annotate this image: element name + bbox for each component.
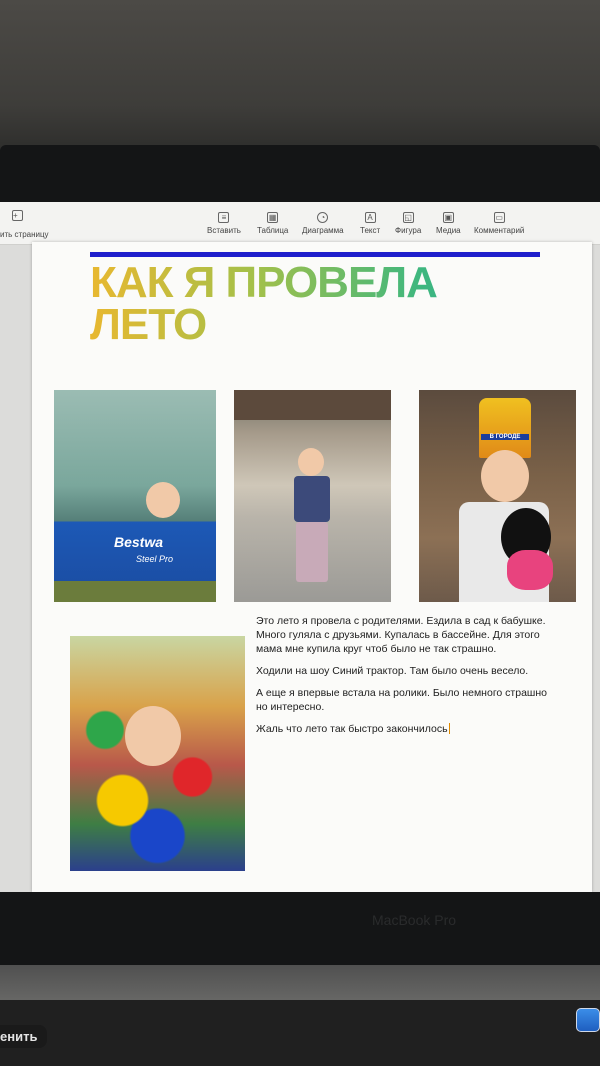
roof bbox=[234, 390, 391, 420]
child-shirt bbox=[294, 476, 330, 522]
child-legs bbox=[296, 522, 328, 582]
toy-dress bbox=[507, 550, 553, 590]
child-face bbox=[146, 482, 180, 518]
document-page[interactable] bbox=[32, 242, 592, 892]
photo-birthday[interactable] bbox=[419, 390, 576, 602]
left-gutter bbox=[0, 245, 36, 892]
paragraph: А еще я впервые встала на ролики. Было немного страшно но интересно. bbox=[256, 687, 547, 713]
toolbar-table-button[interactable]: ▦ Таблица bbox=[257, 213, 289, 235]
accent-bar bbox=[90, 252, 540, 257]
child-face bbox=[481, 450, 529, 502]
paragraph: Это лето я провела с родителями. Ездила в сад к бабушке. Много гуляла с друзьями. Купалась в бассейне. Для этого мама мне купила круг чтоб было не так страшно. bbox=[256, 615, 546, 655]
photo-rollerskates[interactable] bbox=[234, 390, 391, 602]
child-face bbox=[125, 706, 181, 766]
paragraph: Ходили на шоу Синий трактор. Там было очень весело. bbox=[256, 665, 529, 677]
insert-icon: ≡ bbox=[218, 212, 229, 223]
add-page-button[interactable]: + ить страницу bbox=[0, 211, 49, 239]
keyboard-edge bbox=[0, 1000, 600, 1066]
media-icon: ▣ bbox=[444, 213, 453, 222]
app-icon[interactable] bbox=[576, 1008, 600, 1032]
text-cursor bbox=[449, 723, 450, 734]
bottom-button[interactable]: енить bbox=[0, 1025, 47, 1048]
party-hat: В ГОРОДЕ bbox=[479, 398, 531, 458]
toolbar-insert-button[interactable]: ≡ Вставить bbox=[207, 213, 241, 235]
text-icon: A bbox=[365, 212, 376, 223]
paragraph-last: Жаль что лето так быстро закончилось bbox=[256, 723, 448, 735]
page-title[interactable]: КАК Я ПРОВЕЛА ЛЕТО bbox=[90, 262, 560, 346]
toolbar bbox=[0, 202, 600, 245]
photo-pool[interactable]: Bestwa Steel Pro bbox=[54, 390, 216, 602]
photo-ball-pit[interactable] bbox=[70, 636, 245, 871]
body-text[interactable] bbox=[256, 614, 556, 744]
comment-icon: ▭ bbox=[495, 213, 503, 222]
toolbar-chart-button[interactable]: ◔ Диаграмма bbox=[302, 213, 344, 235]
child-face bbox=[298, 448, 324, 476]
toolbar-text-button[interactable]: A Текст bbox=[360, 213, 381, 235]
shape-icon: ◱ bbox=[404, 213, 412, 222]
screen bbox=[0, 202, 600, 892]
toolbar-shape-button[interactable]: ◱ Фигура bbox=[395, 213, 422, 235]
device-brand: MacBook Pro bbox=[372, 912, 457, 928]
background-wall bbox=[0, 0, 600, 150]
toolbar-media-button[interactable]: ▣ Медиа bbox=[436, 213, 461, 235]
table-icon: ▦ bbox=[268, 213, 277, 222]
chart-icon: ◔ bbox=[317, 212, 328, 223]
add-page-icon: + bbox=[12, 210, 23, 221]
toolbar-comment-button[interactable]: ▭ Комментарий bbox=[474, 213, 525, 235]
